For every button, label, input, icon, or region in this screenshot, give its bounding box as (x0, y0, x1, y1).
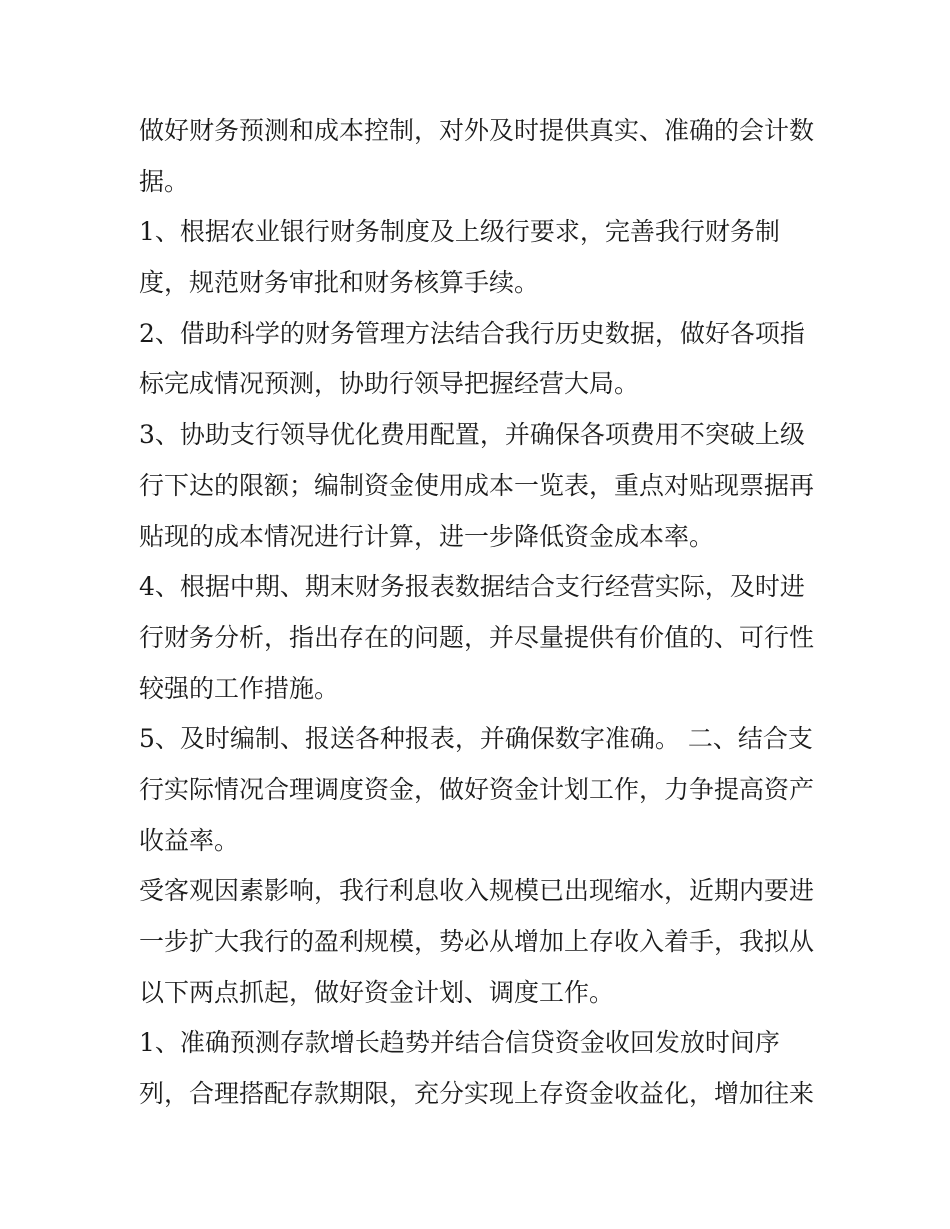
text-line: 行财务分析，指出存在的问题，并尽量提供有价值的、可行性 (139, 622, 815, 652)
text-line: 标完成情况预测，协助行领导把握经营大局。 (139, 369, 640, 399)
document-body (139, 106, 819, 1120)
text-line: 1、准确预测存款增长趋势并结合信贷资金收回发放时间序 (139, 1028, 780, 1058)
text-line: 做好财务预测和成本控制，对外及时提供真实、准确的会计数 (139, 116, 815, 145)
text-line: 较强的工作措施。 (139, 673, 340, 703)
text-line: 列，合理搭配存款期限，充分实现上存资金收益化，增加往来 (139, 1079, 815, 1109)
text-line: 3、协助支行领导优化费用配置，并确保各项费用不突破上级 (139, 420, 805, 450)
text-line: 贴现的成本情况进行计算，进一步降低资金成本率。 (139, 521, 715, 551)
text-line: 2、借助科学的财务管理方法结合我行历史数据，做好各项指 (139, 318, 805, 348)
text-line: 行下达的限额；编制资金使用成本一览表，重点对贴现票据再 (139, 470, 815, 500)
text-line: 行实际情况合理调度资金，做好资金计划工作，力争提高资产 (139, 774, 815, 804)
text-line: 收益率。 (139, 825, 240, 855)
text-line: 受客观因素影响，我行利息收入规模已出现缩水，近期内要进 (139, 876, 815, 906)
text-line: 4、根据中期、期末财务报表数据结合支行经营实际，及时进 (139, 572, 805, 602)
text-line: 据。 (139, 166, 190, 196)
text-line: 5、及时编制、报送各种报表，并确保数字准确。 二、结合支 (139, 724, 813, 754)
text-line: 1、根据农业银行财务制度及上级行要求，完善我行财务制 (139, 217, 780, 247)
text-line: 以下两点抓起，做好资金计划、调度工作。 (139, 977, 615, 1007)
text-line: 度，规范财务审批和财务核算手续。 (139, 268, 540, 298)
text-line: 一步扩大我行的盈利规模，势必从增加上存收入着手，我拟从 (139, 927, 815, 956)
